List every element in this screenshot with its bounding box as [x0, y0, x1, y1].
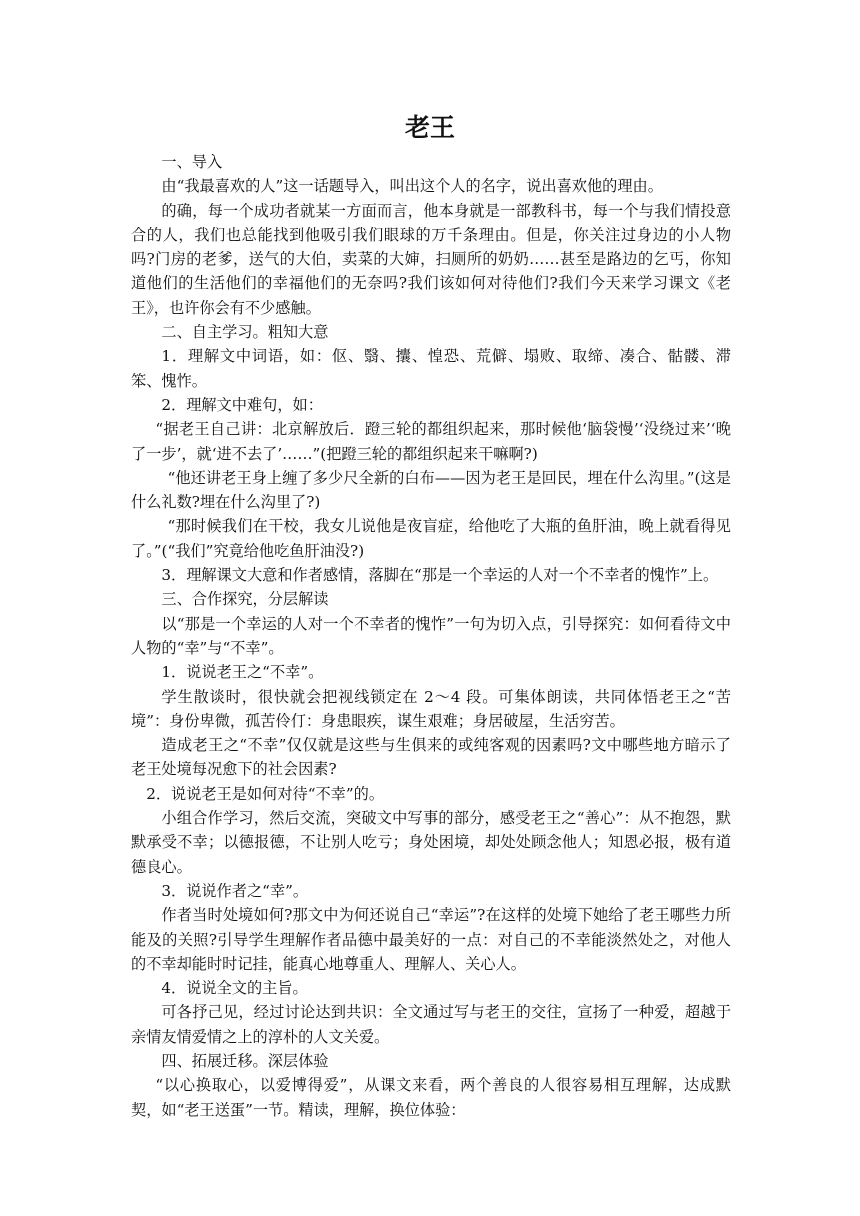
paragraph: 学生散谈时，很快就会把视线锁定在 2～4 段。可集体朗读，共同体悟老王之“苦境”：身份卑微，孤苦伶仃：身患眼疾，谋生艰难；身居破屋，生活穷苦。 — [131, 687, 731, 730]
paragraph: 1．理解文中词语，如：伛、翳、攮、惶恐、荒僻、塌败、取缔、凑合、骷髅、滞笨、愧怍。 — [131, 347, 731, 390]
paragraph: 4．说说全文的主旨。 — [161, 979, 308, 998]
paragraph: “那时候我们在干校，我女儿说他是夜盲症，给他吃了大瓶的鱼肝油，晚上就看得见了。”(“我们”究竟给他吃鱼肝油没?) — [131, 517, 731, 560]
paragraph: 一、导入 — [161, 153, 223, 171]
paragraph: 作者当时处境如何?那文中为何还说自己“幸运”?在这样的处境下她给了老王哪些力所能及的关照?引导学生理解作者品德中最美好的一点：对自己的不幸能淡然处之，对他人的不幸却能时时记挂，能真心地尊重人、理解人、关心人。 — [131, 906, 731, 973]
paragraph: 1．说说老王之“不幸”。 — [161, 663, 324, 682]
paragraph: “据老王自己讲：北京解放后．蹬三轮的都组织起来，那时候他‘脑袋慢’‘没绕过来’‘晚了一步’，就‘进不去了’……”(把蹬三轮的都组织起来干嘛啊?) — [131, 420, 731, 463]
paragraph: 造成老王之“不幸”仅仅就是这些与生俱来的或纯客观的因素吗?文中哪些地方暗示了老王处境每况愈下的社会因素? — [131, 736, 731, 779]
document-body — [131, 150, 731, 1122]
paragraph: 小组合作学习，然后交流，突破文中写事的部分，感受老王之“善心”：从不抱怨，默默承受不幸；以德报德，不让别人吃亏；身处困境，却处处顾念他人；知恩必报，极有道德良心。 — [131, 809, 731, 876]
document-title: 老王 — [404, 113, 455, 142]
paragraph: 由“我最喜欢的人”这一话题导入，叫出这个人的名字，说出喜欢他的理由。 — [161, 177, 663, 196]
paragraph: 二、自主学习。粗知大意 — [161, 323, 329, 342]
paragraph: 3．理解课文大意和作者感情，落脚在“那是一个幸运的人对一个不幸者的愧怍”上。 — [161, 566, 719, 585]
paragraph: 2．说说老王是如何对待“不幸”的。 — [146, 784, 385, 803]
paragraph: “以心换取心，以爱博得爱”，从课文来看，两个善良的人很容易相互理解，达成默契，如“老王送蛋”一节。精读，理解，换位体验： — [131, 1076, 731, 1119]
paragraph: 四、拓展迁移。深层体验 — [161, 1051, 329, 1070]
paragraph: 三、合作探究，分层解读 — [161, 590, 329, 609]
paragraph: “他还讲老王身上缠了多少尺全新的白布——因为老王是回民，埋在什么沟里。”(这是什么礼数?埋在什么沟里了?) — [131, 468, 731, 512]
paragraph: 2．理解文中难句，如： — [161, 395, 323, 414]
paragraph: 以“那是一个幸运的人对一个不幸者的愧怍”一句为切入点，引导探究：如何看待文中人物的“幸”与“不幸”。 — [131, 614, 731, 657]
paragraph: 3．说说作者之“幸”。 — [161, 881, 309, 900]
paragraph: 的确，每一个成功者就某一方面而言，他本身就是一部教科书，每一个与我们情投意合的人，我们也总能找到他吸引我们眼球的万千条理由。但是，你关注过身边的小人物吗?门房的老爹，送气的大伯，卖菜的大婶，扫厕所的奶奶……甚至是路边的乞丐，你知道他们的生活他们的幸福他们的无奈吗?我们该如何对待他们?我们今天来学习课文《老王》，也许你会有不少感触。 — [131, 201, 731, 317]
paragraph: 可各抒己见，经过讨论达到共识：全文通过写与老王的交往，宣扬了一种爱，超越于亲情友情爱情之上的淳朴的人文关爱。 — [131, 1003, 731, 1046]
